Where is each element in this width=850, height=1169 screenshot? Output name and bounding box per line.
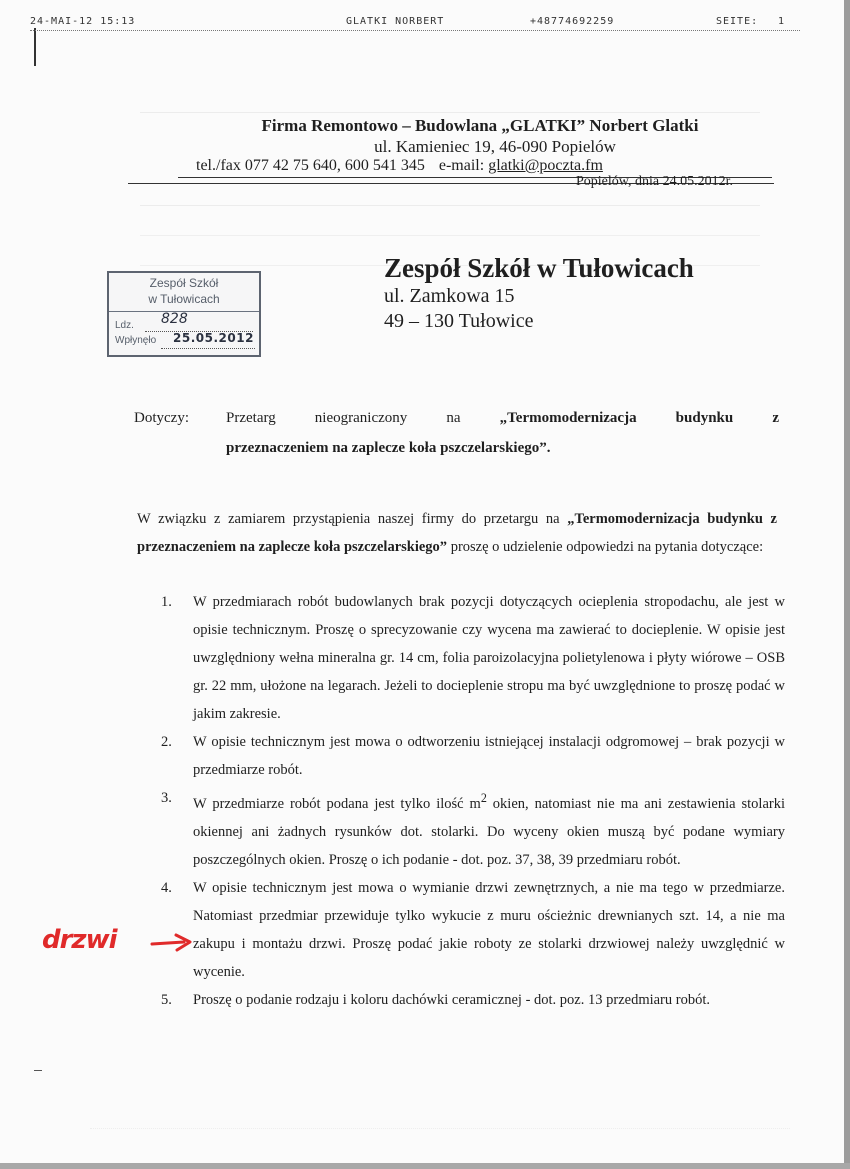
company-contact	[196, 157, 603, 175]
bleed-through-line	[140, 205, 760, 218]
item-superscript: 2	[480, 791, 487, 805]
list-item	[161, 874, 785, 986]
bleed-through-footer	[90, 1128, 790, 1139]
list-item	[161, 728, 785, 784]
stamp-ldz-value: 828	[161, 311, 188, 327]
recipient-name: Zespół Szkół w Tułowicach	[384, 253, 694, 283]
fax-sender: GLATKI NORBERT	[346, 16, 445, 27]
scan-edge-tick	[34, 1070, 42, 1071]
stamp-received-label: Wpłynęło	[115, 335, 157, 346]
stamp-dotted-line	[161, 348, 255, 349]
scan-edge-mark	[34, 28, 36, 66]
scan-edge-bottom	[0, 1163, 850, 1169]
subject-line-1	[226, 410, 779, 427]
questions-list	[161, 588, 785, 1014]
letterhead	[150, 116, 770, 174]
item-number: 5.	[161, 991, 172, 1008]
item-number: 2.	[161, 734, 172, 750]
item-text: W przedmiarach robót budowlanych brak pozycji dotyczących ocieplenia stropodachu, ale jest w opisie technicznym. Proszę o sprecyzowanie czy wycena ma zawierać to docieplenie. W opisie jest uwzględniony wełna mineralna gr. 14 cm, folia paroizolacyjna polietylenowa i płyty wiórowe – OSB gr. 22 mm, ułożone na legarach. Jeżeli to docieplenie stropu ma być uwzględnione to proszę podać w jakim zakresie.	[193, 594, 785, 722]
recipient-street: ul. Zamkowa 15	[384, 285, 515, 307]
place-date: Popielów, dnia 24.05.2012r.	[576, 174, 733, 189]
item-text: W opisie technicznym jest mowa o odtworzeniu istniejącej instalacji odgromowej – brak pozycji w przedmiarze robót.	[193, 734, 785, 778]
subject-label: Dotyczy:	[134, 410, 189, 426]
company-name: Firma Remontowo – Budowlana „GLATKI” Norbert Glatki	[261, 116, 699, 135]
item-text: W opisie technicznym jest mowa o wymianie drzwi zewnętrznych, a nie ma tego w przedmiarze. Natomiast przedmiar przewiduje tylko wykucie z muru ościeżnic drewnianych szt. 14, a nie ma zakupu i montażu drzwi. Proszę podać jakie roboty ze stolarki drzwiowej należy uwzględnić w wycenie.	[193, 879, 785, 980]
list-item	[161, 588, 785, 728]
list-item	[161, 986, 785, 1014]
scan-edge-right	[844, 0, 850, 1169]
list-item	[161, 784, 785, 874]
item-text: Proszę o podanie rodzaju i koloru dachówki ceramicznej - dot. poz. 13 przedmiaru robót.	[193, 991, 710, 1008]
subject-title-part-2: przeznaczeniem na zaplecze koła pszczelarskiego”.	[226, 440, 551, 456]
intro-tender-title: „Termomodernizacja budynku z przeznaczeniem na zaplecze koła pszczelarskiego”	[137, 511, 777, 555]
item-number: 1.	[161, 594, 172, 610]
fax-page-number: 1	[778, 16, 786, 27]
intro-text-2: proszę o udzielenie odpowiedzi na pytania dotyczące:	[450, 539, 764, 555]
item-text: W przedmiarze robót podana jest tylko ilość m	[193, 795, 481, 812]
fax-page-label: SEITE:	[716, 16, 759, 27]
company-email-link[interactable]: glatki@poczta.fm	[488, 157, 603, 174]
fax-date-time: 24-MAI-12 15:13	[30, 16, 136, 27]
handwritten-arrow-icon	[150, 932, 196, 954]
item-text: okien, natomiast nie ma ani zestawienia stolarki okiennej ani żadnych rysunków dot. stolarki. Do wyceny okien muszą być podane wymiary poszczególnych okien. Proszę o ich podanie - dot. poz. 37, 38, 39 przedmiaru robót.	[193, 795, 785, 868]
stamp-line-2: w Tułowicach	[148, 292, 220, 306]
bleed-through-line	[140, 235, 760, 248]
item-number: 3.	[161, 790, 172, 806]
subject-text: Przetarg nieograniczony na	[226, 410, 461, 426]
fax-phone: +48774692259	[530, 16, 615, 27]
item-number: 4.	[161, 879, 172, 896]
recipient-city: 49 – 130 Tułowice	[384, 310, 534, 332]
subject-title-part-1: „Termomodernizacja budynku z	[499, 410, 779, 426]
stamp-received-date: 25.05.2012	[173, 331, 254, 345]
intro-paragraph	[137, 505, 777, 561]
handwritten-note: drzwi	[42, 925, 117, 955]
company-address: ul. Kamieniec 19, 46-090 Popielów	[374, 137, 616, 156]
fax-header	[30, 14, 800, 31]
recipient-address	[384, 253, 694, 333]
intro-text-1: W związku z zamiarem przystąpienia naszej firmy do przetargu na	[137, 511, 560, 527]
stamp-ldz-label: Ldz.	[115, 320, 134, 331]
received-stamp	[107, 271, 261, 357]
email-label: e-mail:	[438, 157, 485, 174]
stamp-line-1: Zespół Szkół	[149, 276, 219, 290]
company-phone: tel./fax 077 42 75 640, 600 541 345	[196, 157, 425, 174]
